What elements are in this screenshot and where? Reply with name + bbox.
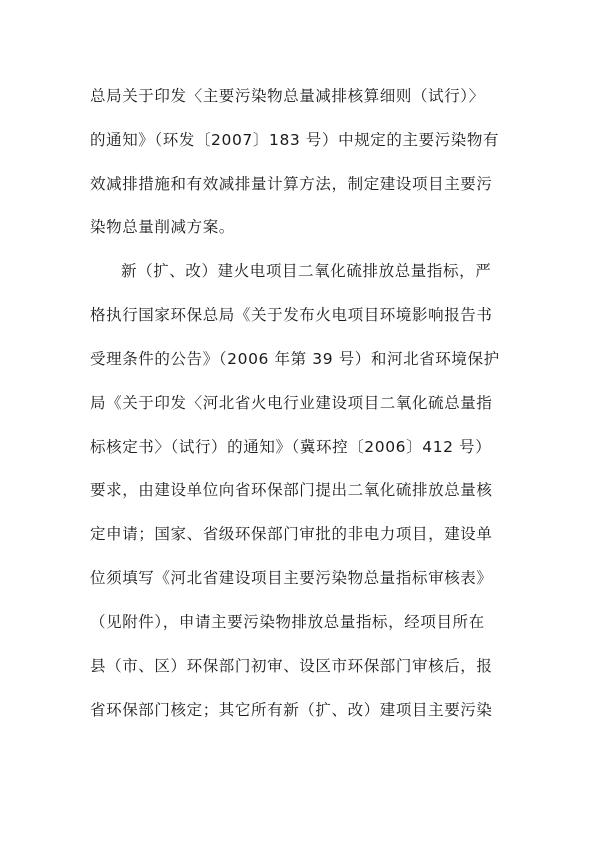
text-line-13: （见附件），申请主要污染物排放总量指标，经项目所在 xyxy=(90,613,485,631)
text-line-14: 县（市、区）环保部门初审、设区市环保部门审核后，报 xyxy=(90,657,493,675)
text-line-6: 格执行国家环保总局《关于发布火电项目环境影响报告书 xyxy=(90,306,493,324)
text-line-12: 位须填写《河北省建设项目主要污染物总量指标审核表》 xyxy=(90,569,493,587)
text-line-4: 染物总量削减方案。 xyxy=(90,218,235,236)
text-line-2: 的通知》（环发〔2007〕183 号）中规定的主要污染物有 xyxy=(90,131,500,149)
text-line-9: 标核定书〉（试行）的通知》（冀环控〔2006〕412 号） xyxy=(90,438,492,456)
text-line-10: 要求，由建设单位向省环保部门提出二氧化硫排放总量核 xyxy=(90,481,493,499)
text-line-15: 省环保部门核定；其它所有新（扩、改）建项目主要污染 xyxy=(90,701,493,719)
text-line-8: 局《关于印发〈河北省火电行业建设项目二氧化硫总量指 xyxy=(90,394,493,412)
text-line-11: 定申请；国家、省级环保部门审批的非电力项目，建设单 xyxy=(90,525,493,543)
text-line-7: 受理条件的公告》（2006 年第 39 号）和河北省环境保护 xyxy=(90,350,500,368)
paragraph-2-first-line: 新（扩、改）建火电项目二氧化硫排放总量指标，严 xyxy=(121,262,492,280)
text-line-1: 总局关于印发〈主要污染物总量减排核算细则（试行）〉 xyxy=(90,87,485,105)
text-line-3: 效减排措施和有效减排量计算方法，制定建设项目主要污 xyxy=(90,175,493,193)
